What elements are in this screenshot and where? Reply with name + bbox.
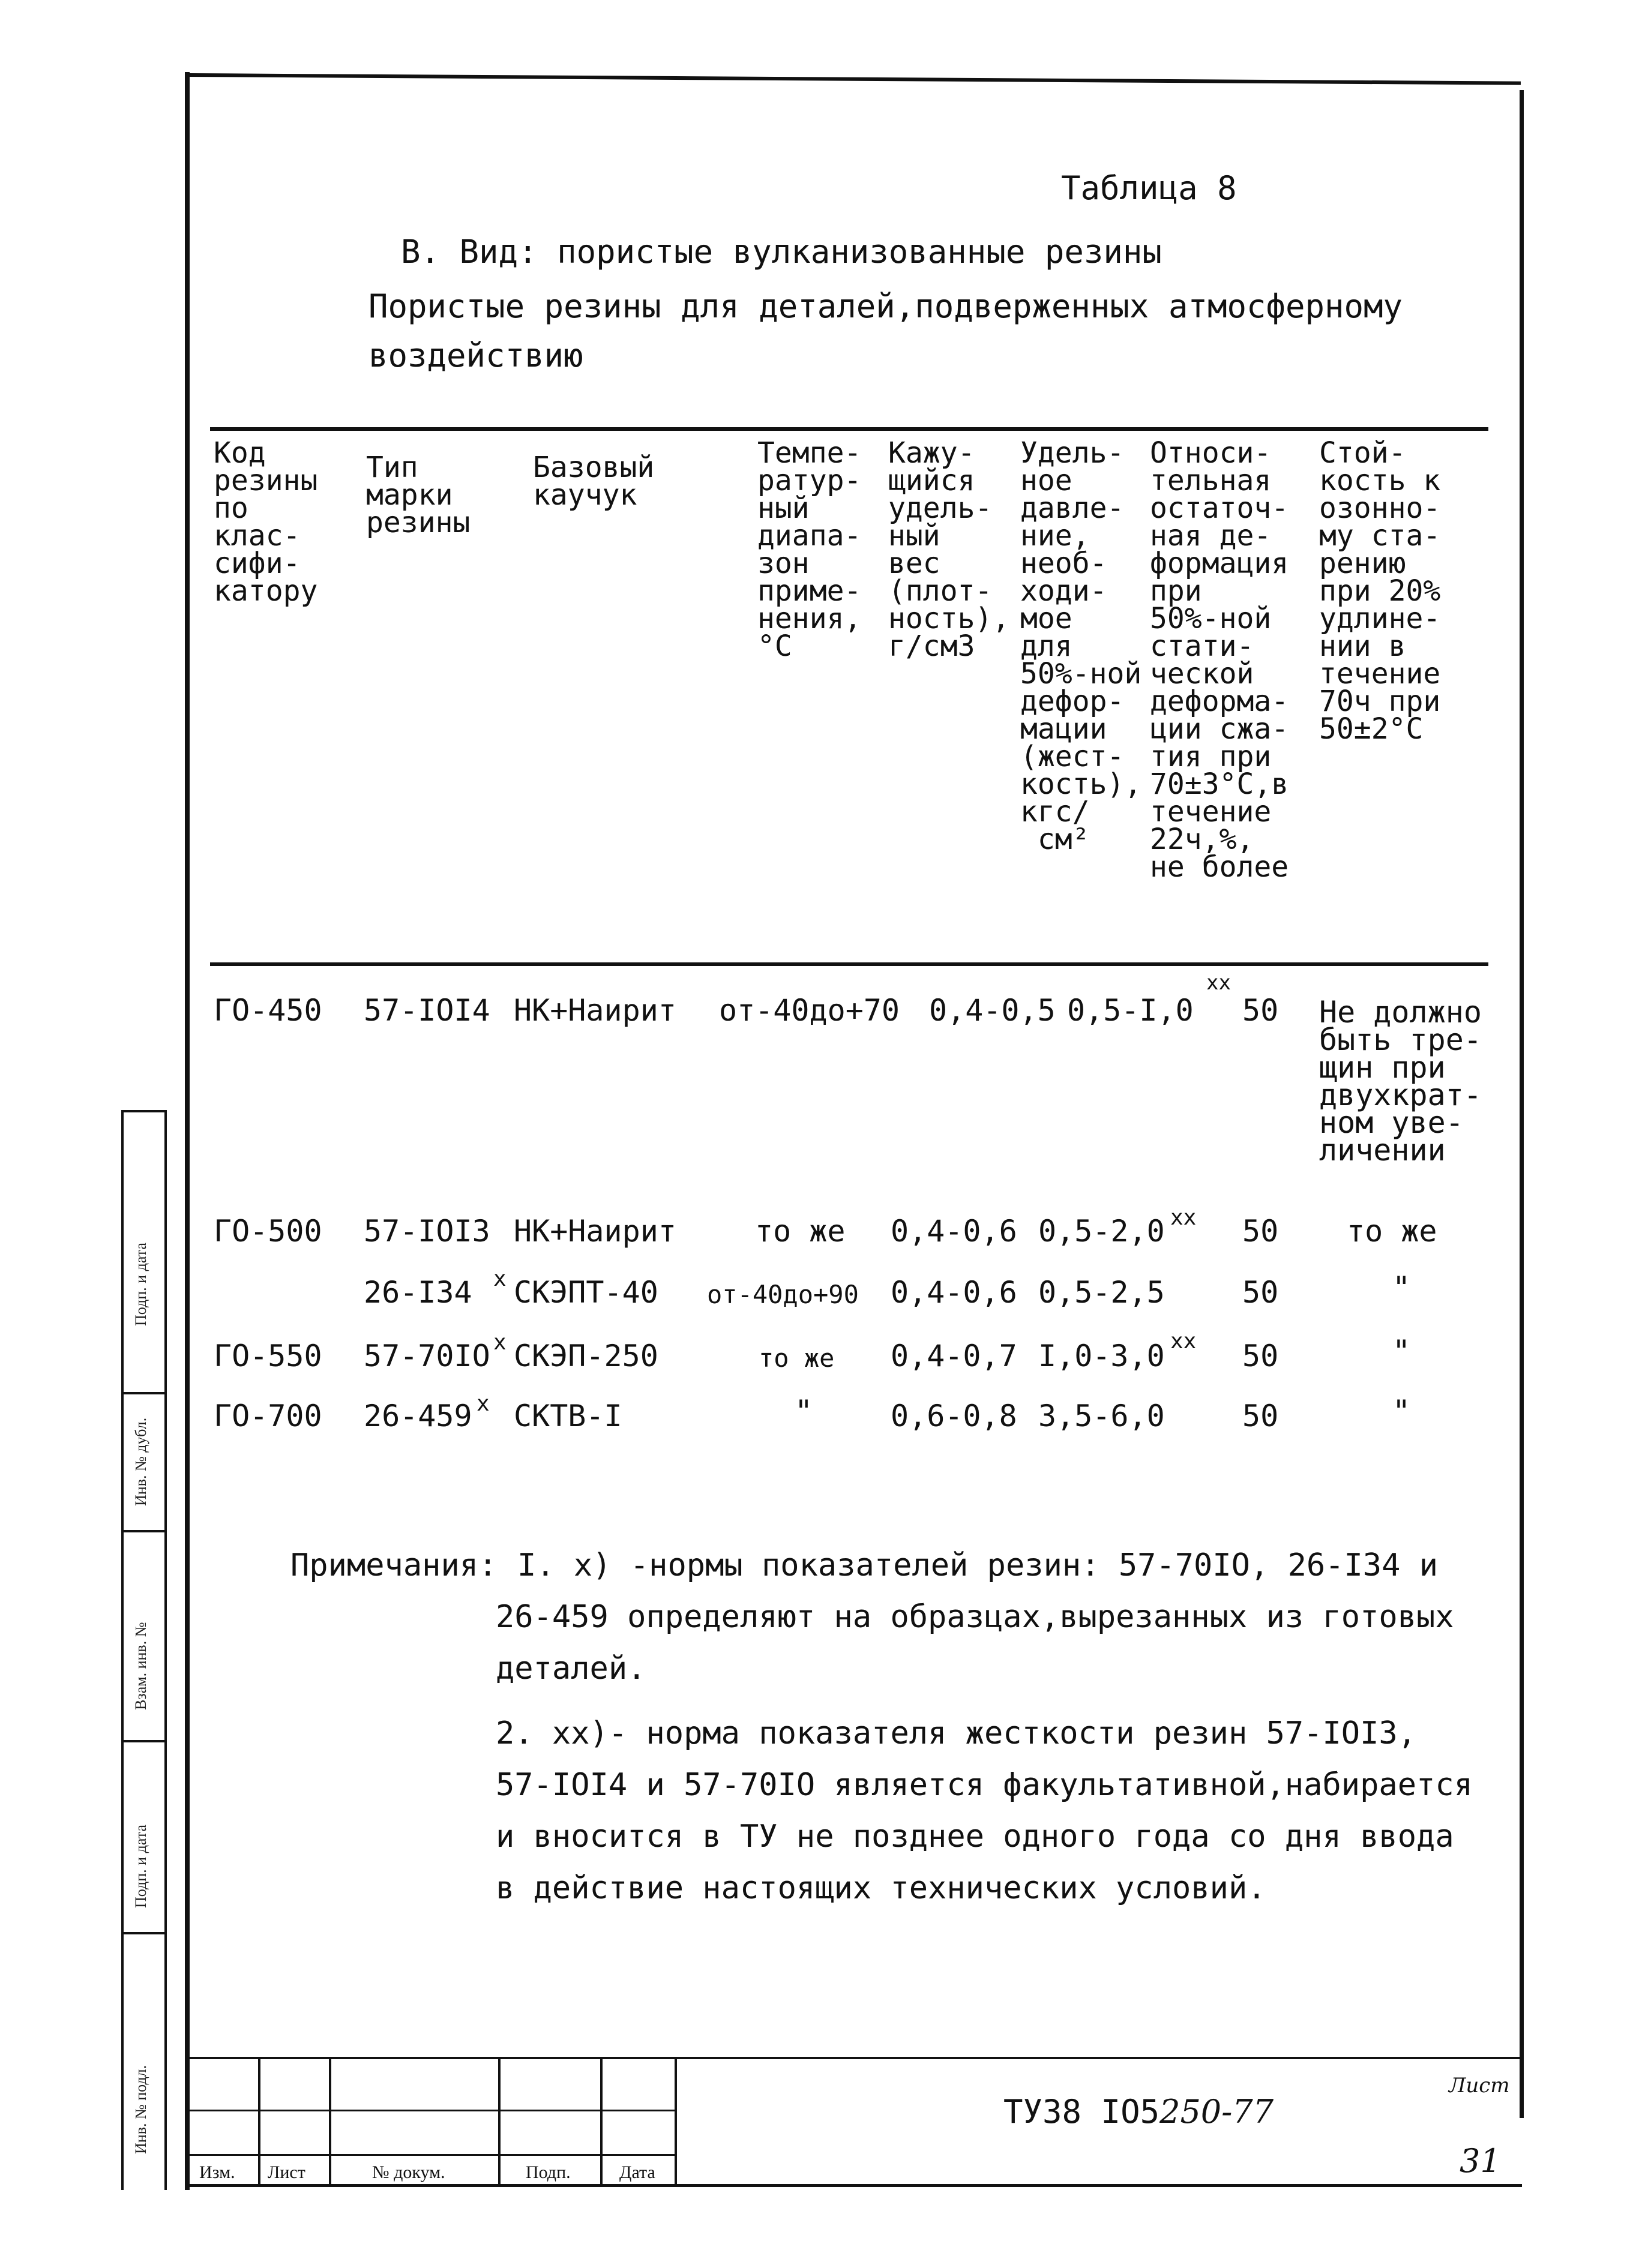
strip-label-dup-no: Инв. № дубл. [132,1417,149,1506]
cell-temp: от-40до+90 [707,1280,859,1309]
cell-pressure-mark: xx [1170,1329,1197,1354]
cell-code: ГО-550 [214,1339,322,1373]
cell-type-mark: x [493,1330,507,1355]
strip-label-sign-date: Подп. и дата [132,1243,149,1326]
note-1-continuation: 26-459 определяют на образцах,вырезанных из готовых деталей. [496,1599,1454,1687]
cell-type: 26-459 [364,1399,472,1433]
table-header-rule [210,962,1488,966]
cell-temp: то же [759,1343,835,1373]
cell-rubber: НК+Наирит [514,1214,676,1249]
header-rubber: Базовый каучук [533,451,655,512]
frame-bottom-border [187,2184,1522,2187]
header-density: Кажу- щийся удель- ный вес (плот- ность), г/см3 [888,436,1010,663]
header-pressure: Удель- ное давле- ние, необ- ходи- мое для 50%-ной дефор- мации (жест- кость), кгс/ см² [1020,436,1142,856]
header-temp: Темпе- ратур- ный диапа- зон приме- нения, °C [757,436,862,663]
cell-ozone: " [1392,1334,1411,1369]
tb-label-sheet: Лист [268,2162,305,2182]
cell-deformation: 50 [1242,1214,1279,1249]
strip-label-sign-date-2: Подп. и дата [132,1825,149,1908]
note-1-first-line: I. x) -нормы показателей резин: 57-70IO, 26-I34 и [517,1547,1439,1583]
cell-type: 57-IOI3 [364,1214,490,1249]
cell-code: ГО-700 [214,1399,322,1433]
cell-deformation: 50 [1242,1275,1279,1310]
cell-temp: то же [755,1214,846,1249]
tb-label-date: Дата [619,2162,655,2182]
header-type: Тип марки резины [366,451,471,539]
cell-temp: от-40до+70 [719,993,900,1028]
cell-code: ГО-450 [214,993,322,1028]
cell-density: 0,4-0,7 [891,1339,1017,1373]
cell-pressure: 0,5-I,0 [1067,993,1194,1028]
cell-ozone: " [1392,1270,1411,1305]
note-2: 2. xx)- норма показателя жесткости резин 57-IOI3, 57-IOI4 и 57-70IO является факультативной,набирается и вносится в ТУ не позднее одного года со дня ввода в действие настоящих технических условий. [496,1715,1473,1906]
cell-type: 26-I34 [364,1275,472,1310]
cell-pressure-mark: xx [1206,971,1231,995]
strip-label-orig-no: Инв. № подл. [132,2065,149,2154]
table-subtitle: Пористые резины для деталей,подверженных атмосферному воздействию [368,287,1403,374]
tb-label-signature: Подп. [526,2162,571,2182]
page-number: 31 [1460,2142,1501,2180]
cell-type-mark: x [477,1391,490,1416]
cell-density: 0,6-0,8 [891,1399,1017,1433]
document-code: ТУ38 IO5250-77 [1003,2093,1274,2131]
cell-pressure-mark: xx [1170,1205,1197,1230]
cell-temp: " [795,1394,813,1429]
cell-rubber: СКТВ-I [514,1399,622,1433]
cell-ozone: то же [1347,1214,1437,1249]
strip-label-replace-no: Взам. инв. № [132,1622,149,1710]
section-title: В. Вид: пористые вулканизованные резины [401,233,1162,271]
cell-rubber: СКЭП-250 [514,1339,658,1373]
tb-label-doc-no: № докум. [372,2162,445,2182]
frame-right-border [1520,90,1524,2118]
frame-left-border [185,72,190,2190]
cell-density: 0,4-0,5 [929,993,1056,1028]
notes-label: Примечания: [290,1547,498,1583]
header-ozone: Стой- кость к озонно- му ста- рению при 20% удлине- нии в течение 70ч при 50±2°С [1319,436,1441,746]
tb-label-change: Изм. [199,2162,235,2182]
table-top-rule [210,427,1488,431]
cell-type: 57-IOI4 [364,993,490,1028]
cell-pressure: 3,5-6,0 [1038,1399,1165,1433]
cell-pressure: 0,5-2,0 [1038,1214,1165,1249]
cell-ozone: Не должно быть тре- щин при двухкрат- ном уве- личении [1319,995,1482,1168]
frame-top-border [187,73,1521,85]
cell-density: 0,4-0,6 [891,1275,1017,1310]
cell-pressure: I,0-3,0 [1038,1339,1165,1373]
cell-deformation: 50 [1242,993,1279,1028]
header-code: Код резины по клас- сифи- катору [214,436,318,608]
cell-density: 0,4-0,6 [891,1214,1017,1249]
cell-type-mark: x [493,1267,507,1291]
cell-pressure: 0,5-2,5 [1038,1275,1165,1310]
cell-code: ГО-500 [214,1214,322,1249]
binding-strip [90,1110,168,2190]
cell-deformation: 50 [1242,1399,1279,1433]
cell-deformation: 50 [1242,1339,1279,1373]
cell-type: 57-70IO [364,1339,490,1373]
sheet-label: Лист [1449,2074,1510,2098]
cell-ozone: " [1392,1394,1411,1429]
cell-rubber: НК+Наирит [514,993,676,1028]
header-deformation: Относи- тельная остаточ- ная де- формация при 50%-ной стати- ческой деформа- ции сжа- тия при 70±3°С,в течение 22ч,%, не более [1150,436,1289,884]
cell-rubber: СКЭПТ-40 [514,1275,658,1310]
table-number: Таблица 8 [1061,169,1237,207]
